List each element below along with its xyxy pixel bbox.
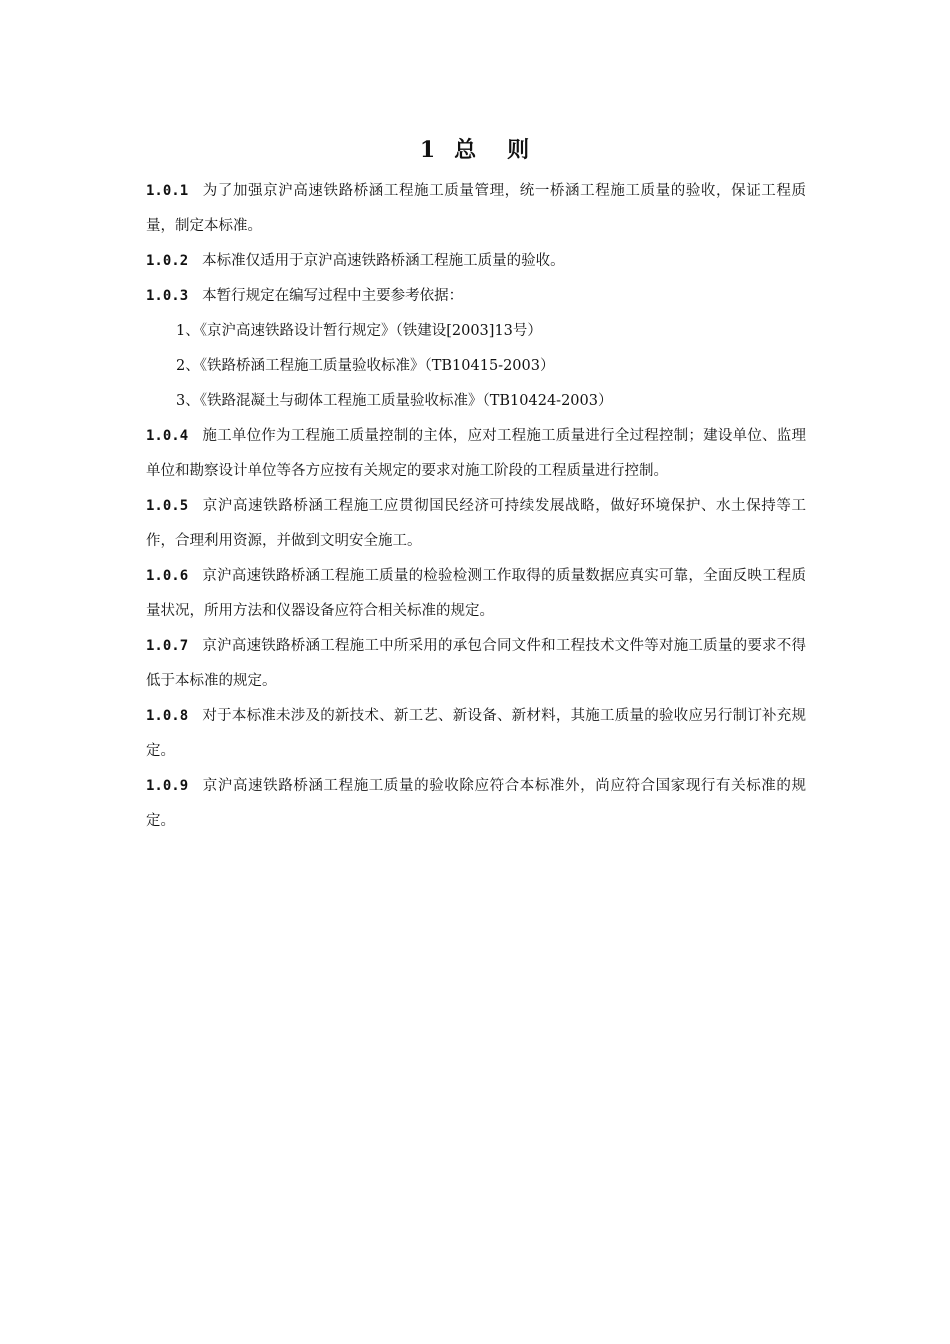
chapter-title — [0, 134, 950, 166]
clause-text: 本暂行规定在编写过程中主要参考依据： — [202, 288, 464, 304]
clause-number: 1.0.1 — [146, 183, 189, 199]
clause-1-0-5 — [146, 489, 806, 559]
clause-1-0-6 — [146, 559, 806, 629]
reference-item-2: 2、《铁路桥涵工程施工质量验收标准》（TB10415-2003） — [176, 358, 555, 374]
clause-text: 为了加强京沪高速铁路桥涵工程施工质量管理，统一桥涵工程施工质量的验收，保证工程质量，制定本标准。 — [146, 183, 806, 234]
clause-number: 1.0.5 — [146, 498, 189, 514]
clause-1-0-9 — [146, 769, 806, 839]
clause-number: 1.0.2 — [146, 253, 189, 269]
clause-number: 1.0.3 — [146, 288, 189, 304]
clause-text: 京沪高速铁路桥涵工程施工质量的检验检测工作取得的质量数据应真实可靠，全面反映工程质量状况，所用方法和仪器设备应符合相关标准的规定。 — [146, 568, 806, 619]
clause-number: 1.0.7 — [146, 638, 189, 654]
clause-text: 京沪高速铁路桥涵工程施工应贯彻国民经济可持续发展战略，做好环境保护、水土保持等工作，合理利用资源，并做到文明安全施工。 — [146, 498, 806, 549]
clause-1-0-8 — [146, 699, 806, 769]
chapter-number: 1 — [419, 137, 437, 163]
reference-item-3: 3、《铁路混凝土与砌体工程施工质量验收标准》（TB10424-2003） — [176, 393, 613, 409]
chapter-title-char-1: 总 — [454, 137, 478, 163]
clause-1-0-2 — [146, 244, 806, 279]
clause-number: 1.0.6 — [146, 568, 189, 584]
clause-number: 1.0.8 — [146, 708, 189, 724]
clause-text: 京沪高速铁路桥涵工程施工质量的验收除应符合本标准外，尚应符合国家现行有关标准的规定。 — [146, 778, 806, 829]
clause-1-0-3 — [146, 279, 806, 314]
clause-1-0-4 — [146, 419, 806, 489]
clause-1-0-1 — [146, 174, 806, 244]
reference-item-1: 1、《京沪高速铁路设计暂行规定》（铁建设[2003]13号） — [176, 323, 542, 339]
chapter-body — [146, 174, 806, 839]
clause-1-0-7 — [146, 629, 806, 699]
clause-text: 本标准仅适用于京沪高速铁路桥涵工程施工质量的验收。 — [202, 253, 565, 269]
clause-number: 1.0.4 — [146, 428, 189, 444]
clause-text: 对于本标准未涉及的新技术、新工艺、新设备、新材料，其施工质量的验收应另行制订补充规定。 — [146, 708, 806, 759]
chapter-title-char-2: 则 — [507, 137, 531, 163]
clause-text: 施工单位作为工程施工质量控制的主体，应对工程施工质量进行全过程控制；建设单位、监理单位和勘察设计单位等各方应按有关规定的要求对施工阶段的工程质量进行控制。 — [146, 428, 806, 479]
clause-number: 1.0.9 — [146, 778, 189, 794]
clause-text: 京沪高速铁路桥涵工程施工中所采用的承包合同文件和工程技术文件等对施工质量的要求不得低于本标准的规定。 — [146, 638, 806, 689]
